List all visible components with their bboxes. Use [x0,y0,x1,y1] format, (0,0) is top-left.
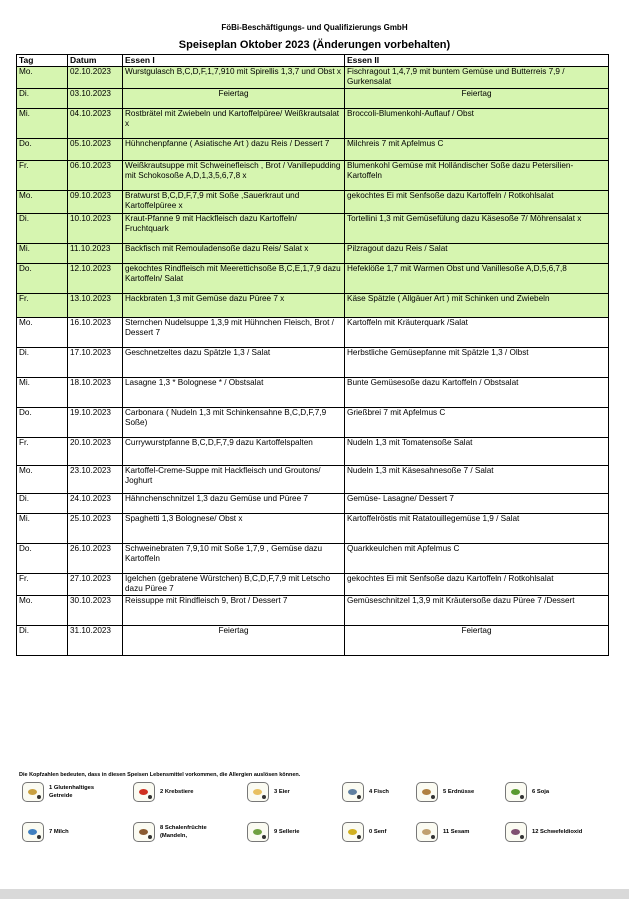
peanut-icon [416,782,438,802]
date-cell: 05.10.2023 [68,138,123,160]
day-cell: Mo. [17,66,68,88]
nut-icon [133,822,155,842]
day-cell: Fr. [17,160,68,190]
table-row [17,66,609,88]
day-cell: Fr. [17,573,68,595]
column-header-essen1: Essen I [123,55,345,67]
day-cell: Di. [17,493,68,513]
date-cell: 16.10.2023 [68,317,123,347]
meal-one-cell: Hühnchenpfanne ( Asiatische Art ) dazu Reis / Dessert 7 [123,138,345,160]
date-cell: 24.10.2023 [68,493,123,513]
date-cell: 10.10.2023 [68,213,123,243]
meal-one-cell: Reissuppe mit Rindfleisch 9, Brot / Dessert 7 [123,595,345,625]
allergen-item [505,822,582,842]
column-header-essen2: Essen II [345,55,609,67]
footer-bar [0,889,629,899]
allergen-item [247,822,299,842]
grain-icon [22,782,44,802]
date-cell: 25.10.2023 [68,513,123,543]
meal-two-cell: Bunte Gemüsesoße dazu Kartoffeln / Obstsalat [345,377,609,407]
day-cell: Do. [17,263,68,293]
day-cell: Di. [17,213,68,243]
allergen-label: 8 Schalenfrüchte (Mandeln, [160,825,207,839]
meal-one-cell: Spaghetti 1,3 Bolognese/ Obst x [123,513,345,543]
meal-one-cell: Rostbrätel mit Zwiebeln und Kartoffelpüree/ Weißkrautsalat x [123,108,345,138]
soy-icon [505,782,527,802]
table-header-row [17,55,609,67]
meal-two-cell: Nudeln 1,3 mit Tomatensoße Salat [345,437,609,465]
table-row [17,108,609,138]
meal-one-cell: Igelchen (gebratene Würstchen) B,C,D,F,7,9 mit Letscho dazu Püree 7 [123,573,345,595]
meal-two-cell: gekochtes Ei mit Senfsoße dazu Kartoffeln / Rotkohlsalat [345,190,609,213]
allergen-item [342,822,386,842]
allergen-item [416,782,474,802]
company-name: FöBi-Beschäftigungs- und Qualifizierungs GmbH [221,23,408,32]
page-title: Speiseplan Oktober 2023 (Änderungen vorbehalten) [178,39,451,51]
allergen-label: 5 Erdnüsse [443,789,475,795]
meal-one-cell: Kartoffel-Creme-Suppe mit Hackfleisch und Groutons/ Joghurt [123,465,345,493]
meal-two-cell: Tortellini 1,3 mit Gemüsefülung dazu Käsesoße 7/ Möhrensalat x [345,213,609,243]
date-cell: 11.10.2023 [68,243,123,263]
day-cell: Do. [17,138,68,160]
table-row [17,190,609,213]
day-cell: Mo. [17,595,68,625]
meal-two-cell: Nudeln 1,3 mit Käsesahnesoße 7 / Salat [345,465,609,493]
meal-one-cell: Lasagne 1,3 * Bolognese * / Obstsalat [123,377,345,407]
allergen-item [22,782,109,802]
table-row [17,138,609,160]
meal-two-cell: Quarkkeulchen mit Apfelmus C [345,543,609,573]
sulfite-icon [505,822,527,842]
allergen-item [247,782,290,802]
meal-two-cell: Käse Spätzle ( Allgäuer Art ) mit Schinken und Zwiebeln [345,293,609,317]
table-row [17,595,609,625]
fish-icon [342,782,364,802]
meal-one-cell: Carbonara ( Nudeln 1,3 mit Schinkensahne B,C,D,F,7,9 Soße) [123,407,345,437]
table-row [17,317,609,347]
date-cell: 13.10.2023 [68,293,123,317]
table-row [17,377,609,407]
meal-two-cell: Kartoffelröstis mit Ratatouillegemüse 1,9 / Salat [345,513,609,543]
allergen-label: 12 Schwefeldioxid [532,829,583,835]
meal-two-cell: Grießbrei 7 mit Apfelmus C [345,407,609,437]
date-cell: 06.10.2023 [68,160,123,190]
date-cell: 20.10.2023 [68,437,123,465]
day-cell: Do. [17,543,68,573]
allergen-label: 4 Fisch [369,789,389,795]
table-row [17,160,609,190]
mustard-icon [342,822,364,842]
meal-two-cell: Milchreis 7 mit Apfelmus C [345,138,609,160]
day-cell: Mi. [17,377,68,407]
table-row [17,493,609,513]
allergen-item [22,822,69,842]
table-row [17,437,609,465]
date-cell: 04.10.2023 [68,108,123,138]
allergen-label: 7 Milch [49,829,69,835]
meal-one-cell: Hähnchenschnitzel 1,3 dazu Gemüse und Püree 7 [123,493,345,513]
meal-two-cell: gekochtes Ei mit Senfsoße dazu Kartoffeln / Rotkohlsalat [345,573,609,595]
column-header-tag: Tag [17,55,68,67]
day-cell: Mi. [17,108,68,138]
meal-two-cell: Blumenkohl Gemüse mit Holländischer Soße dazu Petersilien-Kartoffeln [345,160,609,190]
meal-one-cell: Hackbraten 1,3 mit Gemüse dazu Püree 7 x [123,293,345,317]
day-cell: Fr. [17,437,68,465]
day-cell: Mo. [17,317,68,347]
table-row [17,293,609,317]
date-cell: 17.10.2023 [68,347,123,377]
crab-icon [133,782,155,802]
allergen-label: 6 Soja [532,789,550,795]
meal-one-cell: Currywurstpfanne B,C,D,F,7,9 dazu Kartoffelspalten [123,437,345,465]
day-cell: Mo. [17,190,68,213]
table-row [17,543,609,573]
milk-icon [22,822,44,842]
allergen-item [505,782,549,802]
allergen-label: 9 Sellerie [274,829,300,835]
meal-one-cell: Geschnetzeltes dazu Spätzle 1,3 / Salat [123,347,345,377]
meal-one-cell: Schweinebraten 7,9,10 mit Soße 1,7,9 , Gemüse dazu Kartoffeln [123,543,345,573]
day-cell: Mi. [17,513,68,543]
meal-two-cell: Gemüseschnitzel 1,3,9 mit Kräutersoße dazu Püree 7 /Dessert [345,595,609,625]
meal-two-cell: Kartoffeln mit Kräuterquark /Salat [345,317,609,347]
date-cell: 30.10.2023 [68,595,123,625]
meal-one-cell: Sternchen Nudelsuppe 1,3,9 mit Hühnchen Fleisch, Brot / Dessert 7 [123,317,345,347]
meal-two-cell: Fischragout 1,4,7,9 mit buntem Gemüse und Butterreis 7,9 / Gurkensalat [345,66,609,88]
day-cell: Fr. [17,293,68,317]
allergen-item [133,782,194,802]
date-cell: 27.10.2023 [68,573,123,595]
meal-two-cell: Broccoli-Blumenkohl-Auflauf / Obst [345,108,609,138]
celery-icon [247,822,269,842]
day-cell: Mi. [17,243,68,263]
allergen-item [342,782,389,802]
table-row [17,407,609,437]
allergen-note: Die Kopfzahlen bedeuten, dass in diesen Speisen Lebensmittel vorkommen, die Allergien auslösen können. [19,772,301,778]
meal-one-cell: Feiertag [123,88,345,108]
meal-one-cell: Kraut-Pfanne 9 mit Hackfleisch dazu Kartoffeln/ Fruchtquark [123,213,345,243]
table-row [17,513,609,543]
table-row [17,465,609,493]
meal-two-cell: Gemüse- Lasagne/ Dessert 7 [345,493,609,513]
date-cell: 18.10.2023 [68,377,123,407]
meal-two-cell: Feiertag [345,88,609,108]
allergen-label: 3 Eier [274,789,290,795]
allergen-label: 2 Krebstiere [160,789,194,795]
table-row [17,347,609,377]
day-cell: Di. [17,88,68,108]
table-row [17,625,609,655]
meal-one-cell: Weißkrautsuppe mit Schweinefleisch , Brot / Vanillepudding mit Schokosoße A,D,1,3,5,6,7,8 x [123,160,345,190]
date-cell: 09.10.2023 [68,190,123,213]
meal-one-cell: Wurstgulasch B,C,D,F,1,7,910 mit Spirellis 1,3,7 und Obst x [123,66,345,88]
allergen-label: 0 Senf [369,829,387,835]
allergen-label: 1 Glutenhaltiges Getreide [49,785,95,799]
date-cell: 23.10.2023 [68,465,123,493]
table-row [17,573,609,595]
meal-two-cell: Hefeklöße 1,7 mit Warmen Obst und Vanillesoße A,D,5,6,7,8 [345,263,609,293]
sesame-icon [416,822,438,842]
table-row [17,88,609,108]
day-cell: Di. [17,625,68,655]
table-row [17,213,609,243]
date-cell: 03.10.2023 [68,88,123,108]
date-cell: 31.10.2023 [68,625,123,655]
allergen-label: 11 Sesam [443,829,470,835]
meal-one-cell: gekochtes Rindfleisch mit Meerettichsoße B,C,E,1,7,9 dazu Kartoffeln/ Salat [123,263,345,293]
egg-icon [247,782,269,802]
day-cell: Di. [17,347,68,377]
meal-two-cell: Feiertag [345,625,609,655]
meal-one-cell: Bratwurst B,C,D,F,7,9 mit Soße ,Sauerkraut und Kartoffelpüree x [123,190,345,213]
meal-two-cell: Herbstliche Gemüsepfanne mit Spätzle 1,3 / Olbst [345,347,609,377]
date-cell: 26.10.2023 [68,543,123,573]
date-cell: 02.10.2023 [68,66,123,88]
meal-one-cell: Feiertag [123,625,345,655]
date-cell: 12.10.2023 [68,263,123,293]
allergen-item [416,822,469,842]
date-cell: 19.10.2023 [68,407,123,437]
table-row [17,243,609,263]
meal-one-cell: Backfisch mit Remouladensoße dazu Reis/ Salat x [123,243,345,263]
menu-table [16,54,609,656]
allergen-item [133,822,220,842]
day-cell: Mo. [17,465,68,493]
table-row [17,263,609,293]
meal-two-cell: Pilzragout dazu Reis / Salat [345,243,609,263]
day-cell: Do. [17,407,68,437]
column-header-datum: Datum [68,55,123,67]
